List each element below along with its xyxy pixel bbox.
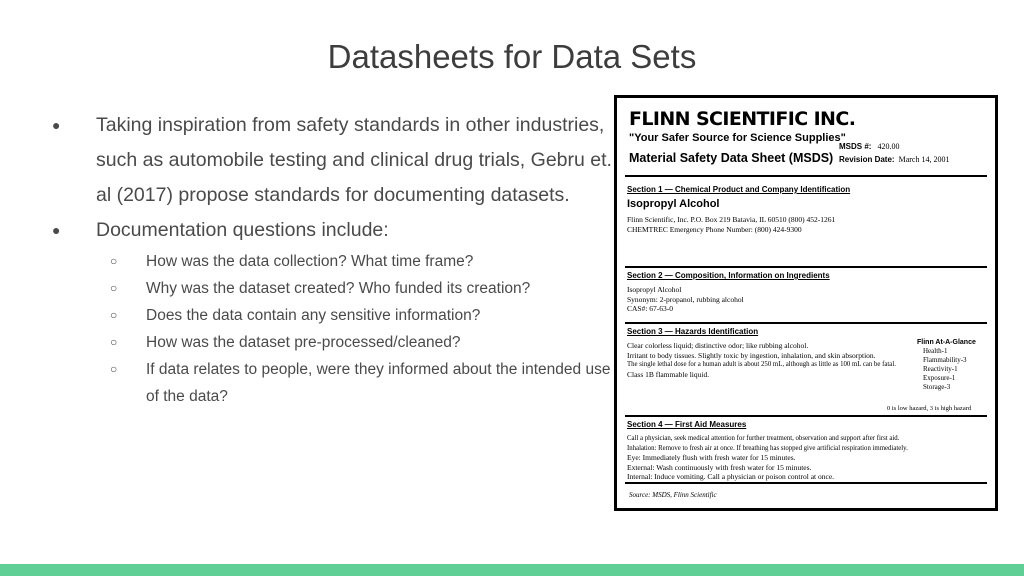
glance-item: Exposure-1 (923, 374, 956, 382)
msds-meta (839, 140, 949, 166)
section-line: CAS#: 67-63-0 (627, 304, 674, 313)
revision-date-label: Revision Date: (839, 155, 895, 164)
section-line: Isopropyl Alcohol (627, 285, 682, 294)
subbullet-text: How was the data collection? What time frame? (146, 253, 474, 270)
msds-number-label: MSDS #: (839, 142, 872, 151)
bullet-list (52, 108, 612, 410)
glance-item: Health-1 (923, 347, 948, 355)
glance-item: Reactivity-1 (923, 365, 958, 373)
section-line: Eye: Immediately flush with fresh water for 15 minutes. (627, 453, 796, 462)
glance-title: Flinn At-A-Glance (917, 339, 976, 346)
divider (625, 482, 987, 484)
section-line: External: Wash continuously with fresh water for 15 minutes. (627, 462, 812, 472)
hazard-scale-note: 0 is low hazard, 3 is high hazard (887, 405, 972, 412)
at-a-glance-box (917, 338, 976, 392)
divider (625, 322, 987, 324)
footer-accent-bar (0, 564, 1024, 576)
subbullet-circle-icon: ○ (110, 362, 118, 376)
section-heading: Section 3 — Hazards Identification (627, 327, 759, 336)
subbullet-circle-icon: ○ (110, 254, 118, 268)
subbullet-text: If data relates to people, were they informed about the intended use of the data? (146, 361, 611, 405)
bullet-dot-icon: ● (52, 222, 61, 238)
glance-item: Storage-3 (923, 383, 951, 391)
section-line: Irritant to body tissues. Slightly toxic by ingestion, inhalation, and skin absorption. (627, 350, 876, 360)
section-line: Internal: Induce vomiting. Call a physician or poison control at once. (627, 472, 835, 481)
msds-number-value: 420.00 (877, 142, 900, 151)
subbullet-item (52, 302, 612, 329)
subbullet-item (52, 248, 612, 275)
source-caption: Source: MSDS, Flinn Scientific (629, 491, 717, 499)
subbullet-item (52, 329, 612, 356)
bullet-item (52, 213, 612, 248)
bullet-text: Documentation questions include: (96, 219, 389, 241)
subbullet-text: How was the dataset pre-processed/cleaned? (146, 334, 461, 351)
msds-section-1 (627, 185, 987, 234)
section-heading: Section 2 — Composition, Information on Ingredients (627, 271, 830, 280)
msds-document-title: Material Safety Data Sheet (MSDS) (629, 151, 834, 165)
divider (625, 175, 987, 177)
section-line: The single lethal dose for a human adult is about 250 mL, although as little as 100 mL can be fatal. (627, 361, 896, 368)
section-line: Call a physician, seek medical attention for further treatment, observation and support after first aid. (627, 435, 900, 442)
section-line: Flinn Scientific, Inc. P.O. Box 219 Batavia, IL 60510 (800) 452-1261 (627, 215, 836, 224)
section-line: Synonym: 2-propanol, rubbing alcohol (627, 294, 744, 304)
subbullet-item (52, 275, 612, 302)
bullet-text: Taking inspiration from safety standards in other industries, such as automobile testing and clinical drug trials, Gebru et. al (2017) propose standards for documenting datasets. (96, 114, 612, 206)
section-line: CHEMTREC Emergency Phone Number: (800) 424-9300 (627, 224, 802, 234)
msds-image (614, 95, 998, 511)
section-line: Inhalation: Remove to fresh air at once. If breathing has stopped give artificial respiration immediately. (627, 444, 908, 452)
subbullet-circle-icon: ○ (110, 281, 118, 295)
revision-date-value: March 14, 2001 (898, 155, 950, 164)
section-heading: Section 1 — Chemical Product and Company Identification (627, 185, 851, 194)
subbullet-text: Why was the dataset created? Who funded its creation? (146, 280, 531, 297)
chemical-name: Isopropyl Alcohol (627, 198, 720, 210)
slide-title: Datasheets for Data Sets (327, 38, 697, 75)
msds-section-2 (627, 271, 987, 314)
subbullet-text: Does the data contain any sensitive information? (146, 307, 481, 324)
msds-slogan: "Your Safer Source for Science Supplies" (629, 132, 846, 144)
msds-section-4 (627, 420, 987, 482)
divider (625, 266, 987, 268)
subbullet-circle-icon: ○ (110, 308, 118, 322)
divider (625, 415, 987, 417)
glance-item: Flammability-3 (923, 356, 967, 364)
section-line: Class 1B flammable liquid. (627, 369, 710, 379)
bullet-item (52, 108, 612, 213)
msds-company-name: FLINN SCIENTIFIC INC. (629, 108, 856, 130)
section-line: Clear colorless liquid; distinctive odor; like rubbing alcohol. (627, 341, 809, 350)
subbullet-item (52, 356, 612, 410)
bullet-dot-icon: ● (52, 117, 61, 133)
section-heading: Section 4 — First Aid Measures (627, 420, 747, 429)
subbullet-circle-icon: ○ (110, 335, 118, 349)
